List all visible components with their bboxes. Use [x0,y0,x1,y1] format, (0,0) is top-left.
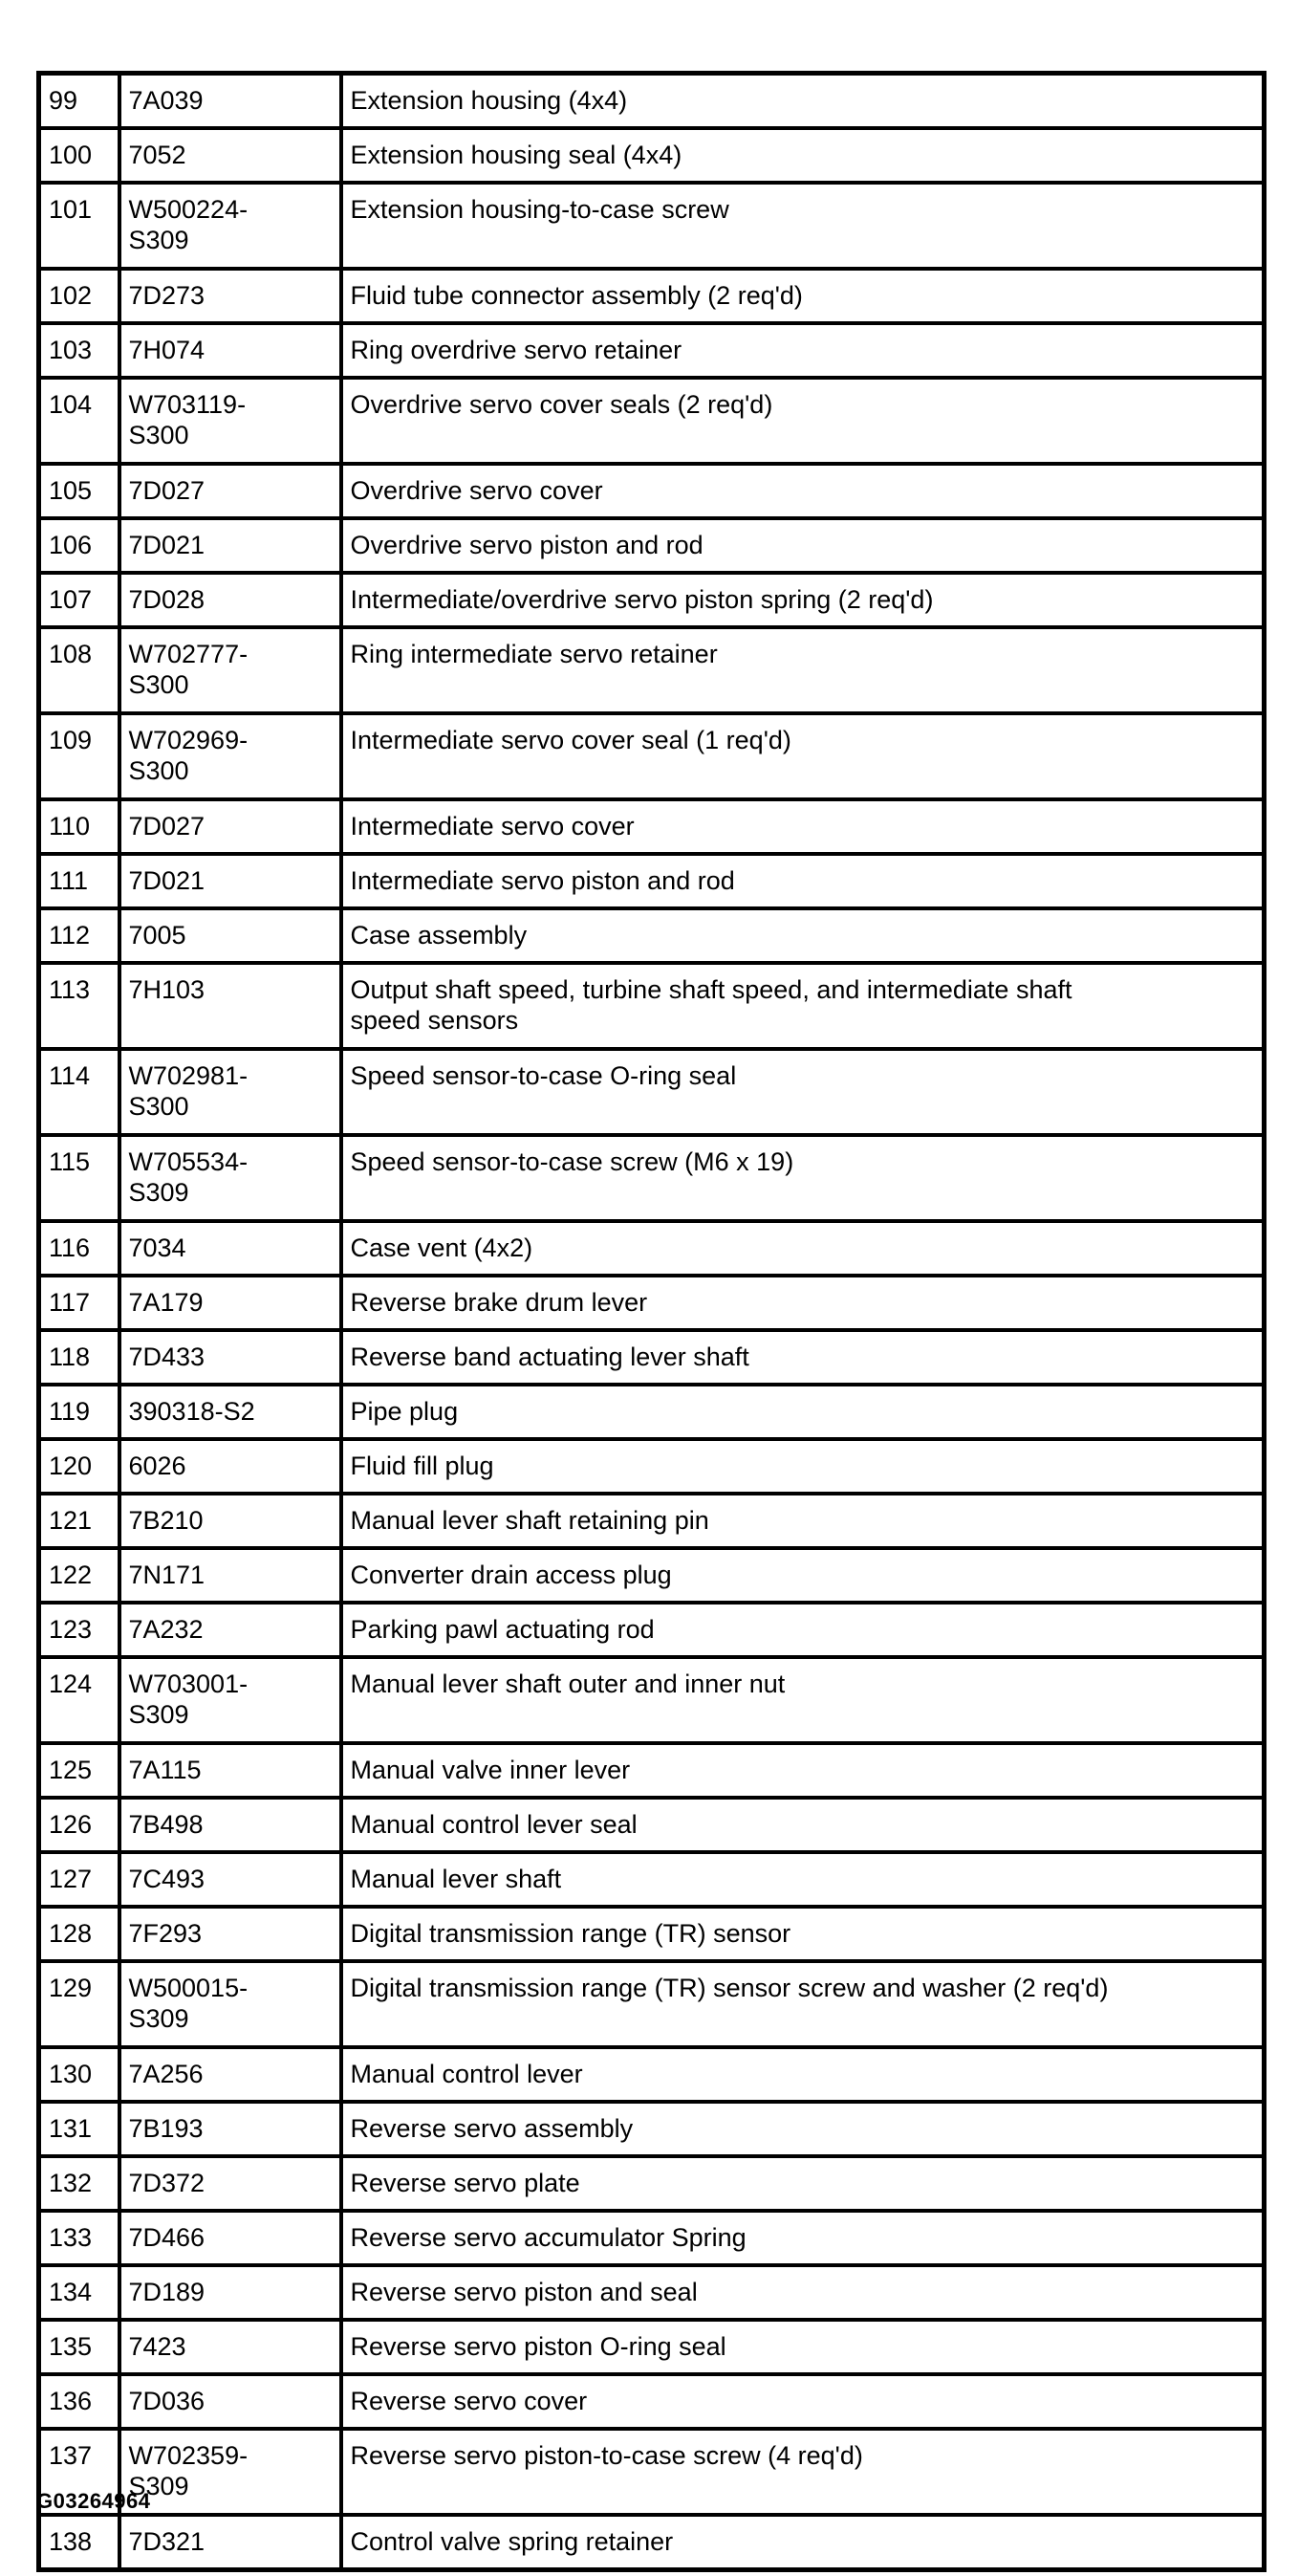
table-row [39,2515,1265,2570]
parts-table [36,71,1267,2572]
part-number-cell: 7B193 [119,2102,341,2156]
item-number-cell: 132 [39,2156,119,2211]
table-row [39,1439,1265,1494]
description-cell: Reverse band actuating lever shaft [341,1330,1265,1385]
table-row [39,908,1265,963]
item-number-cell: 116 [39,1221,119,1276]
table-row [39,1385,1265,1439]
item-number-cell: 133 [39,2211,119,2265]
description-cell: Overdrive servo piston and rod [341,518,1265,573]
table-row [39,378,1265,464]
item-number-cell: 119 [39,1385,119,1439]
item-number-cell: 109 [39,713,119,799]
description-cell: Manual control lever [341,2047,1265,2102]
description-cell: Manual valve inner lever [341,1743,1265,1798]
description-cell: Reverse servo piston O-ring seal [341,2320,1265,2374]
item-number-cell: 113 [39,963,119,1049]
description-cell: Manual lever shaft [341,1852,1265,1907]
part-number-cell: W702969- S300 [119,713,341,799]
description-cell: Intermediate servo piston and rod [341,854,1265,908]
description-cell: Ring intermediate servo retainer [341,627,1265,713]
item-number-cell: 130 [39,2047,119,2102]
part-number-cell: W703001- S309 [119,1657,341,1743]
description-cell: Overdrive servo cover [341,464,1265,518]
item-number-cell: 111 [39,854,119,908]
item-number-cell: 118 [39,1330,119,1385]
item-number-cell: 114 [39,1049,119,1135]
description-cell: Control valve spring retainer [341,2515,1265,2570]
description-cell: Reverse servo piston-to-case screw (4 req'd) [341,2429,1265,2515]
part-number-cell: W702359- S309 [119,2429,341,2515]
item-number-cell: 104 [39,378,119,464]
part-number-cell: 6026 [119,1439,341,1494]
part-number-cell: W703119- S300 [119,378,341,464]
description-cell: Manual control lever seal [341,1798,1265,1852]
item-number-cell: 135 [39,2320,119,2374]
table-row [39,573,1265,627]
table-row [39,2429,1265,2515]
part-number-cell: 7A039 [119,74,341,129]
part-number-cell: 7N171 [119,1548,341,1603]
part-number-cell: 7D027 [119,799,341,854]
table-row [39,1961,1265,2047]
item-number-cell: 117 [39,1276,119,1330]
description-cell: Parking pawl actuating rod [341,1603,1265,1657]
item-number-cell: 121 [39,1494,119,1548]
table-row [39,1907,1265,1961]
table-row [39,1276,1265,1330]
table-row [39,2374,1265,2429]
parts-table-body [39,74,1265,2570]
part-number-cell: 7A256 [119,2047,341,2102]
description-cell: Reverse servo cover [341,2374,1265,2429]
table-row [39,2047,1265,2102]
item-number-cell: 136 [39,2374,119,2429]
item-number-cell: 125 [39,1743,119,1798]
item-number-cell: 108 [39,627,119,713]
table-row [39,1657,1265,1743]
part-number-cell: 7D028 [119,573,341,627]
description-cell: Digital transmission range (TR) sensor screw and washer (2 req'd) [341,1961,1265,2047]
item-number-cell: 128 [39,1907,119,1961]
description-cell: Output shaft speed, turbine shaft speed, and intermediate shaft speed sensors [341,963,1265,1049]
description-cell: Overdrive servo cover seals (2 req'd) [341,378,1265,464]
part-number-cell: 7005 [119,908,341,963]
description-cell: Intermediate/overdrive servo piston spring (2 req'd) [341,573,1265,627]
description-cell: Speed sensor-to-case O-ring seal [341,1049,1265,1135]
figure-id: G03264964 [36,2489,151,2513]
description-cell: Reverse servo piston and seal [341,2265,1265,2320]
table-row [39,2320,1265,2374]
table-row [39,1049,1265,1135]
description-cell: Digital transmission range (TR) sensor [341,1907,1265,1961]
part-number-cell: 7H074 [119,323,341,378]
description-cell: Reverse servo accumulator Spring [341,2211,1265,2265]
description-cell: Extension housing-to-case screw [341,183,1265,269]
item-number-cell: 99 [39,74,119,129]
description-cell: Case vent (4x2) [341,1221,1265,1276]
description-cell: Extension housing (4x4) [341,74,1265,129]
table-row [39,128,1265,183]
table-row [39,2156,1265,2211]
table-row [39,1135,1265,1221]
table-row [39,74,1265,129]
item-number-cell: 101 [39,183,119,269]
item-number-cell: 126 [39,1798,119,1852]
part-number-cell: 7D273 [119,269,341,323]
part-number-cell: W500015- S309 [119,1961,341,2047]
table-row [39,1743,1265,1798]
part-number-cell: W705534- S309 [119,1135,341,1221]
description-cell: Fluid tube connector assembly (2 req'd) [341,269,1265,323]
item-number-cell: 115 [39,1135,119,1221]
description-cell: Extension housing seal (4x4) [341,128,1265,183]
table-row [39,713,1265,799]
part-number-cell: 7H103 [119,963,341,1049]
part-number-cell: 7D321 [119,2515,341,2570]
part-number-cell: 7B498 [119,1798,341,1852]
part-number-cell: 7052 [119,128,341,183]
table-row [39,1330,1265,1385]
description-cell: Manual lever shaft retaining pin [341,1494,1265,1548]
table-row [39,323,1265,378]
description-cell: Reverse servo assembly [341,2102,1265,2156]
part-number-cell: 7034 [119,1221,341,1276]
description-cell: Manual lever shaft outer and inner nut [341,1657,1265,1743]
table-row [39,627,1265,713]
description-cell: Ring overdrive servo retainer [341,323,1265,378]
item-number-cell: 123 [39,1603,119,1657]
part-number-cell: 7D021 [119,518,341,573]
item-number-cell: 107 [39,573,119,627]
part-number-cell: 7B210 [119,1494,341,1548]
item-number-cell: 131 [39,2102,119,2156]
description-cell: Intermediate servo cover seal (1 req'd) [341,713,1265,799]
description-cell: Intermediate servo cover [341,799,1265,854]
item-number-cell: 134 [39,2265,119,2320]
item-number-cell: 105 [39,464,119,518]
part-number-cell: 7D466 [119,2211,341,2265]
part-number-cell: W702981- S300 [119,1049,341,1135]
description-cell: Converter drain access plug [341,1548,1265,1603]
table-row [39,1548,1265,1603]
description-cell: Reverse servo plate [341,2156,1265,2211]
part-number-cell: 7A115 [119,1743,341,1798]
table-row [39,2102,1265,2156]
item-number-cell: 103 [39,323,119,378]
part-number-cell: 7C493 [119,1852,341,1907]
description-cell: Pipe plug [341,1385,1265,1439]
table-row [39,1852,1265,1907]
part-number-cell: 7A232 [119,1603,341,1657]
part-number-cell: 390318-S2 [119,1385,341,1439]
item-number-cell: 124 [39,1657,119,1743]
table-row [39,1798,1265,1852]
table-row [39,269,1265,323]
part-number-cell: 7D021 [119,854,341,908]
part-number-cell: 7F293 [119,1907,341,1961]
item-number-cell: 127 [39,1852,119,1907]
table-row [39,799,1265,854]
table-row [39,464,1265,518]
table-row [39,1494,1265,1548]
description-cell: Reverse brake drum lever [341,1276,1265,1330]
description-cell: Case assembly [341,908,1265,963]
item-number-cell: 138 [39,2515,119,2570]
item-number-cell: 122 [39,1548,119,1603]
item-number-cell: 100 [39,128,119,183]
table-row [39,1221,1265,1276]
part-number-cell: W500224- S309 [119,183,341,269]
table-row [39,963,1265,1049]
table-row [39,2265,1265,2320]
item-number-cell: 129 [39,1961,119,2047]
table-row [39,183,1265,269]
table-row [39,518,1265,573]
part-number-cell: 7D027 [119,464,341,518]
table-row [39,854,1265,908]
item-number-cell: 137 [39,2429,119,2515]
table-row [39,2211,1265,2265]
item-number-cell: 102 [39,269,119,323]
description-cell: Fluid fill plug [341,1439,1265,1494]
part-number-cell: 7D036 [119,2374,341,2429]
part-number-cell: 7D189 [119,2265,341,2320]
item-number-cell: 106 [39,518,119,573]
part-number-cell: 7D372 [119,2156,341,2211]
description-cell: Speed sensor-to-case screw (M6 x 19) [341,1135,1265,1221]
item-number-cell: 110 [39,799,119,854]
part-number-cell: 7A179 [119,1276,341,1330]
item-number-cell: 120 [39,1439,119,1494]
item-number-cell: 112 [39,908,119,963]
table-row [39,1603,1265,1657]
part-number-cell: W702777- S300 [119,627,341,713]
part-number-cell: 7D433 [119,1330,341,1385]
part-number-cell: 7423 [119,2320,341,2374]
